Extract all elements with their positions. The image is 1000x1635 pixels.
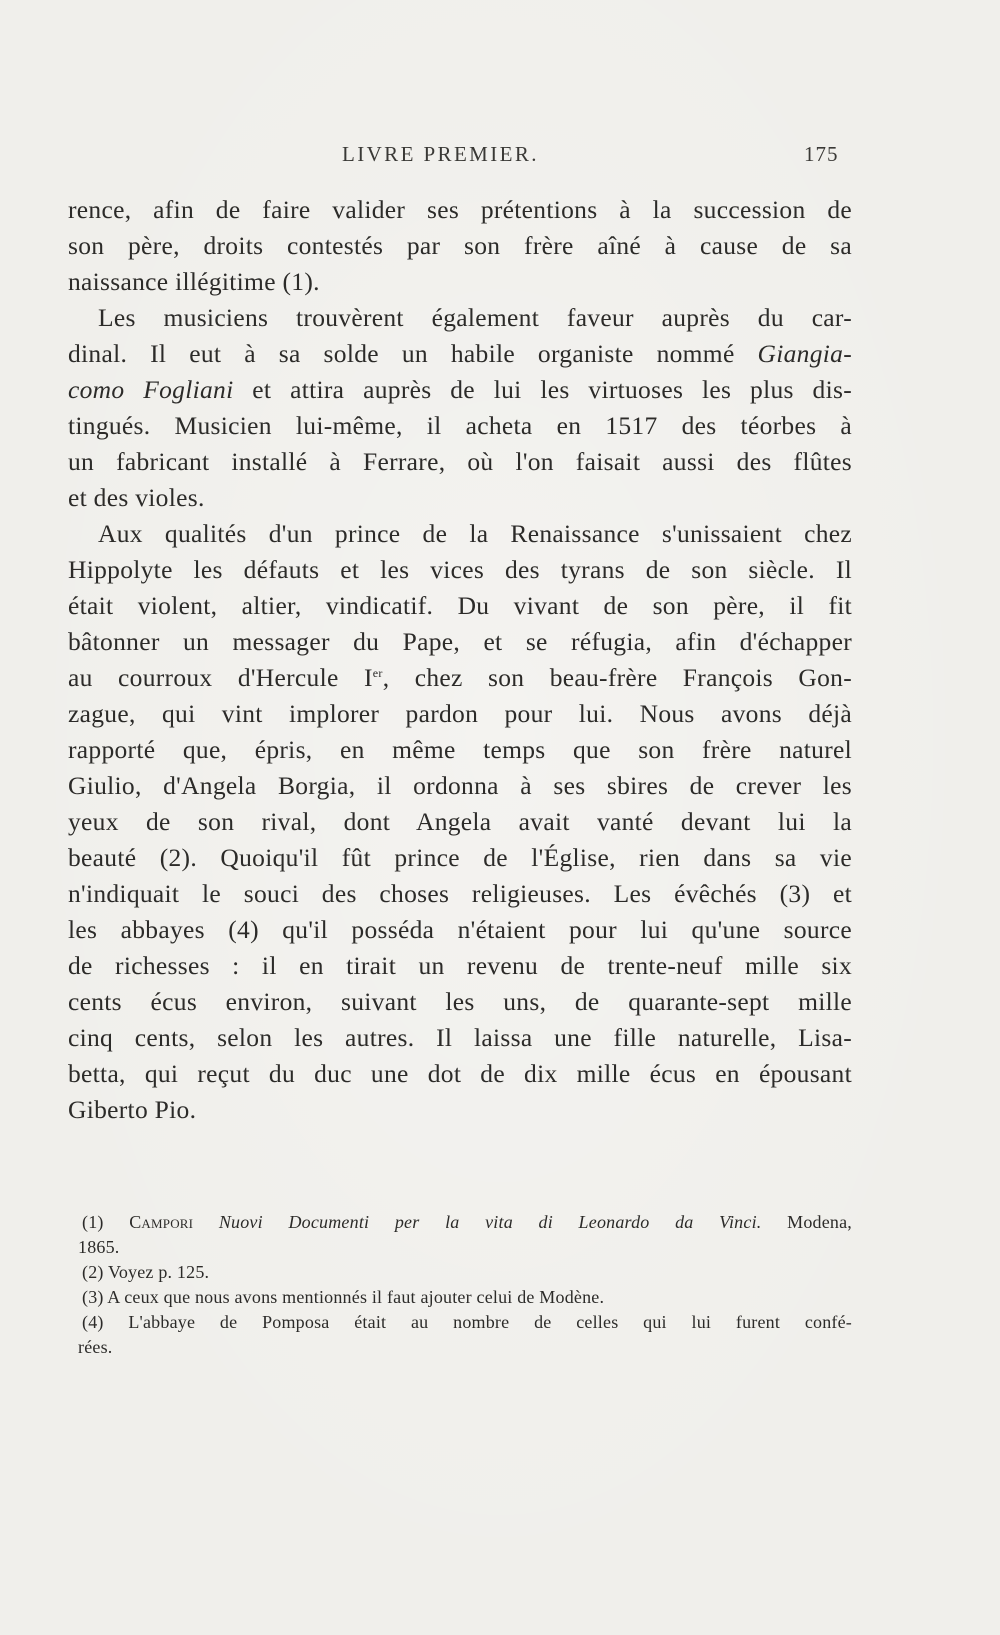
- footnote-place: Modena,: [787, 1212, 852, 1232]
- text-line: bâtonner un messager du Pape, et se réfugia, afin d'échapper: [68, 627, 852, 656]
- text-line: rence, afin de faire valider ses prétentions à la succession de: [68, 195, 852, 224]
- text-line: Giulio, d'Angela Borgia, il ordonna à ses sbires de crever les: [68, 771, 852, 800]
- text-line: et des violes.: [68, 483, 205, 512]
- text-line: tingués. Musicien lui-même, il acheta en 1517 des téorbes à: [68, 411, 852, 440]
- italic-name: como Fogliani: [68, 375, 234, 404]
- footnote-1: [82, 1210, 852, 1235]
- text-line: de richesses : il en tirait un revenu de trente-neuf mille six: [68, 951, 852, 980]
- text-line: [68, 372, 852, 408]
- footnote-2: (2) Voyez p. 125.: [82, 1262, 210, 1282]
- text-line: était violent, altier, vindicatif. Du vivant de son père, il fit: [68, 591, 852, 620]
- text-line: zague, qui vint implorer pardon pour lui. Nous avons déjà: [68, 699, 852, 728]
- text-line: Aux qualités d'un prince de la Renaissance s'unissaient chez: [98, 519, 852, 548]
- text-line: [68, 336, 852, 372]
- running-head: LIVRE PREMIER.: [342, 142, 539, 166]
- text-line: rapporté que, épris, en même temps que son frère naturel: [68, 735, 852, 764]
- text-span: , chez son beau-frère François Gon-: [382, 663, 853, 692]
- footnote-1-cont: 1865.: [78, 1237, 120, 1257]
- text-span: dinal. Il eut à sa solde un habile organiste nommé: [68, 339, 735, 368]
- text-line: beauté (2). Quoiqu'il fût prince de l'Église, rien dans sa vie: [68, 843, 852, 872]
- text-line: naissance illégitime (1).: [68, 267, 320, 296]
- superscript: er: [372, 666, 383, 680]
- text-line: son père, droits contestés par son frère aîné à cause de sa: [68, 231, 852, 260]
- text-line: yeux de son rival, dont Angela avait vanté devant lui la: [68, 807, 852, 836]
- text-line: n'indiquait le souci des choses religieuses. Les évêchés (3) et: [68, 879, 852, 908]
- text-line: un fabricant installé à Ferrare, où l'on faisait aussi des flûtes: [68, 447, 852, 476]
- text-line: betta, qui reçut du duc une dot de dix mille écus en épousant: [68, 1059, 852, 1088]
- footnote-title: Nuovi Documenti per la vita di Leonardo da Vinci.: [218, 1212, 762, 1232]
- text-span: au courroux d'Hercule I: [68, 663, 373, 692]
- italic-name: Giangia-: [757, 339, 852, 368]
- footnote-3: (3) A ceux que nous avons mentionnés il faut ajouter celui de Modène.: [82, 1287, 605, 1307]
- text-line: [68, 660, 852, 696]
- footnote-4-cont: rées.: [78, 1337, 113, 1357]
- text-line: cinq cents, selon les autres. Il laissa une fille naturelle, Lisa-: [68, 1023, 852, 1052]
- footnote-author: Campori: [129, 1212, 194, 1232]
- text-line: les abbayes (4) qu'il posséda n'étaient pour lui qu'une source: [68, 915, 852, 944]
- footnote-marker: (1): [82, 1212, 104, 1232]
- page-number: 175: [804, 142, 839, 166]
- text-line: cents écus environ, suivant les uns, de quarante-sept mille: [68, 987, 852, 1016]
- text-line: Les musiciens trouvèrent également faveur auprès du car-: [98, 303, 852, 332]
- text-span: et attira auprès de lui les virtuoses les plus dis-: [252, 375, 852, 404]
- text-line: Giberto Pio.: [68, 1095, 197, 1124]
- footnote-4: (4) L'abbaye de Pomposa était au nombre de celles qui lui furent confé-: [82, 1312, 852, 1332]
- text-line: Hippolyte les défauts et les vices des tyrans de son siècle. Il: [68, 555, 852, 584]
